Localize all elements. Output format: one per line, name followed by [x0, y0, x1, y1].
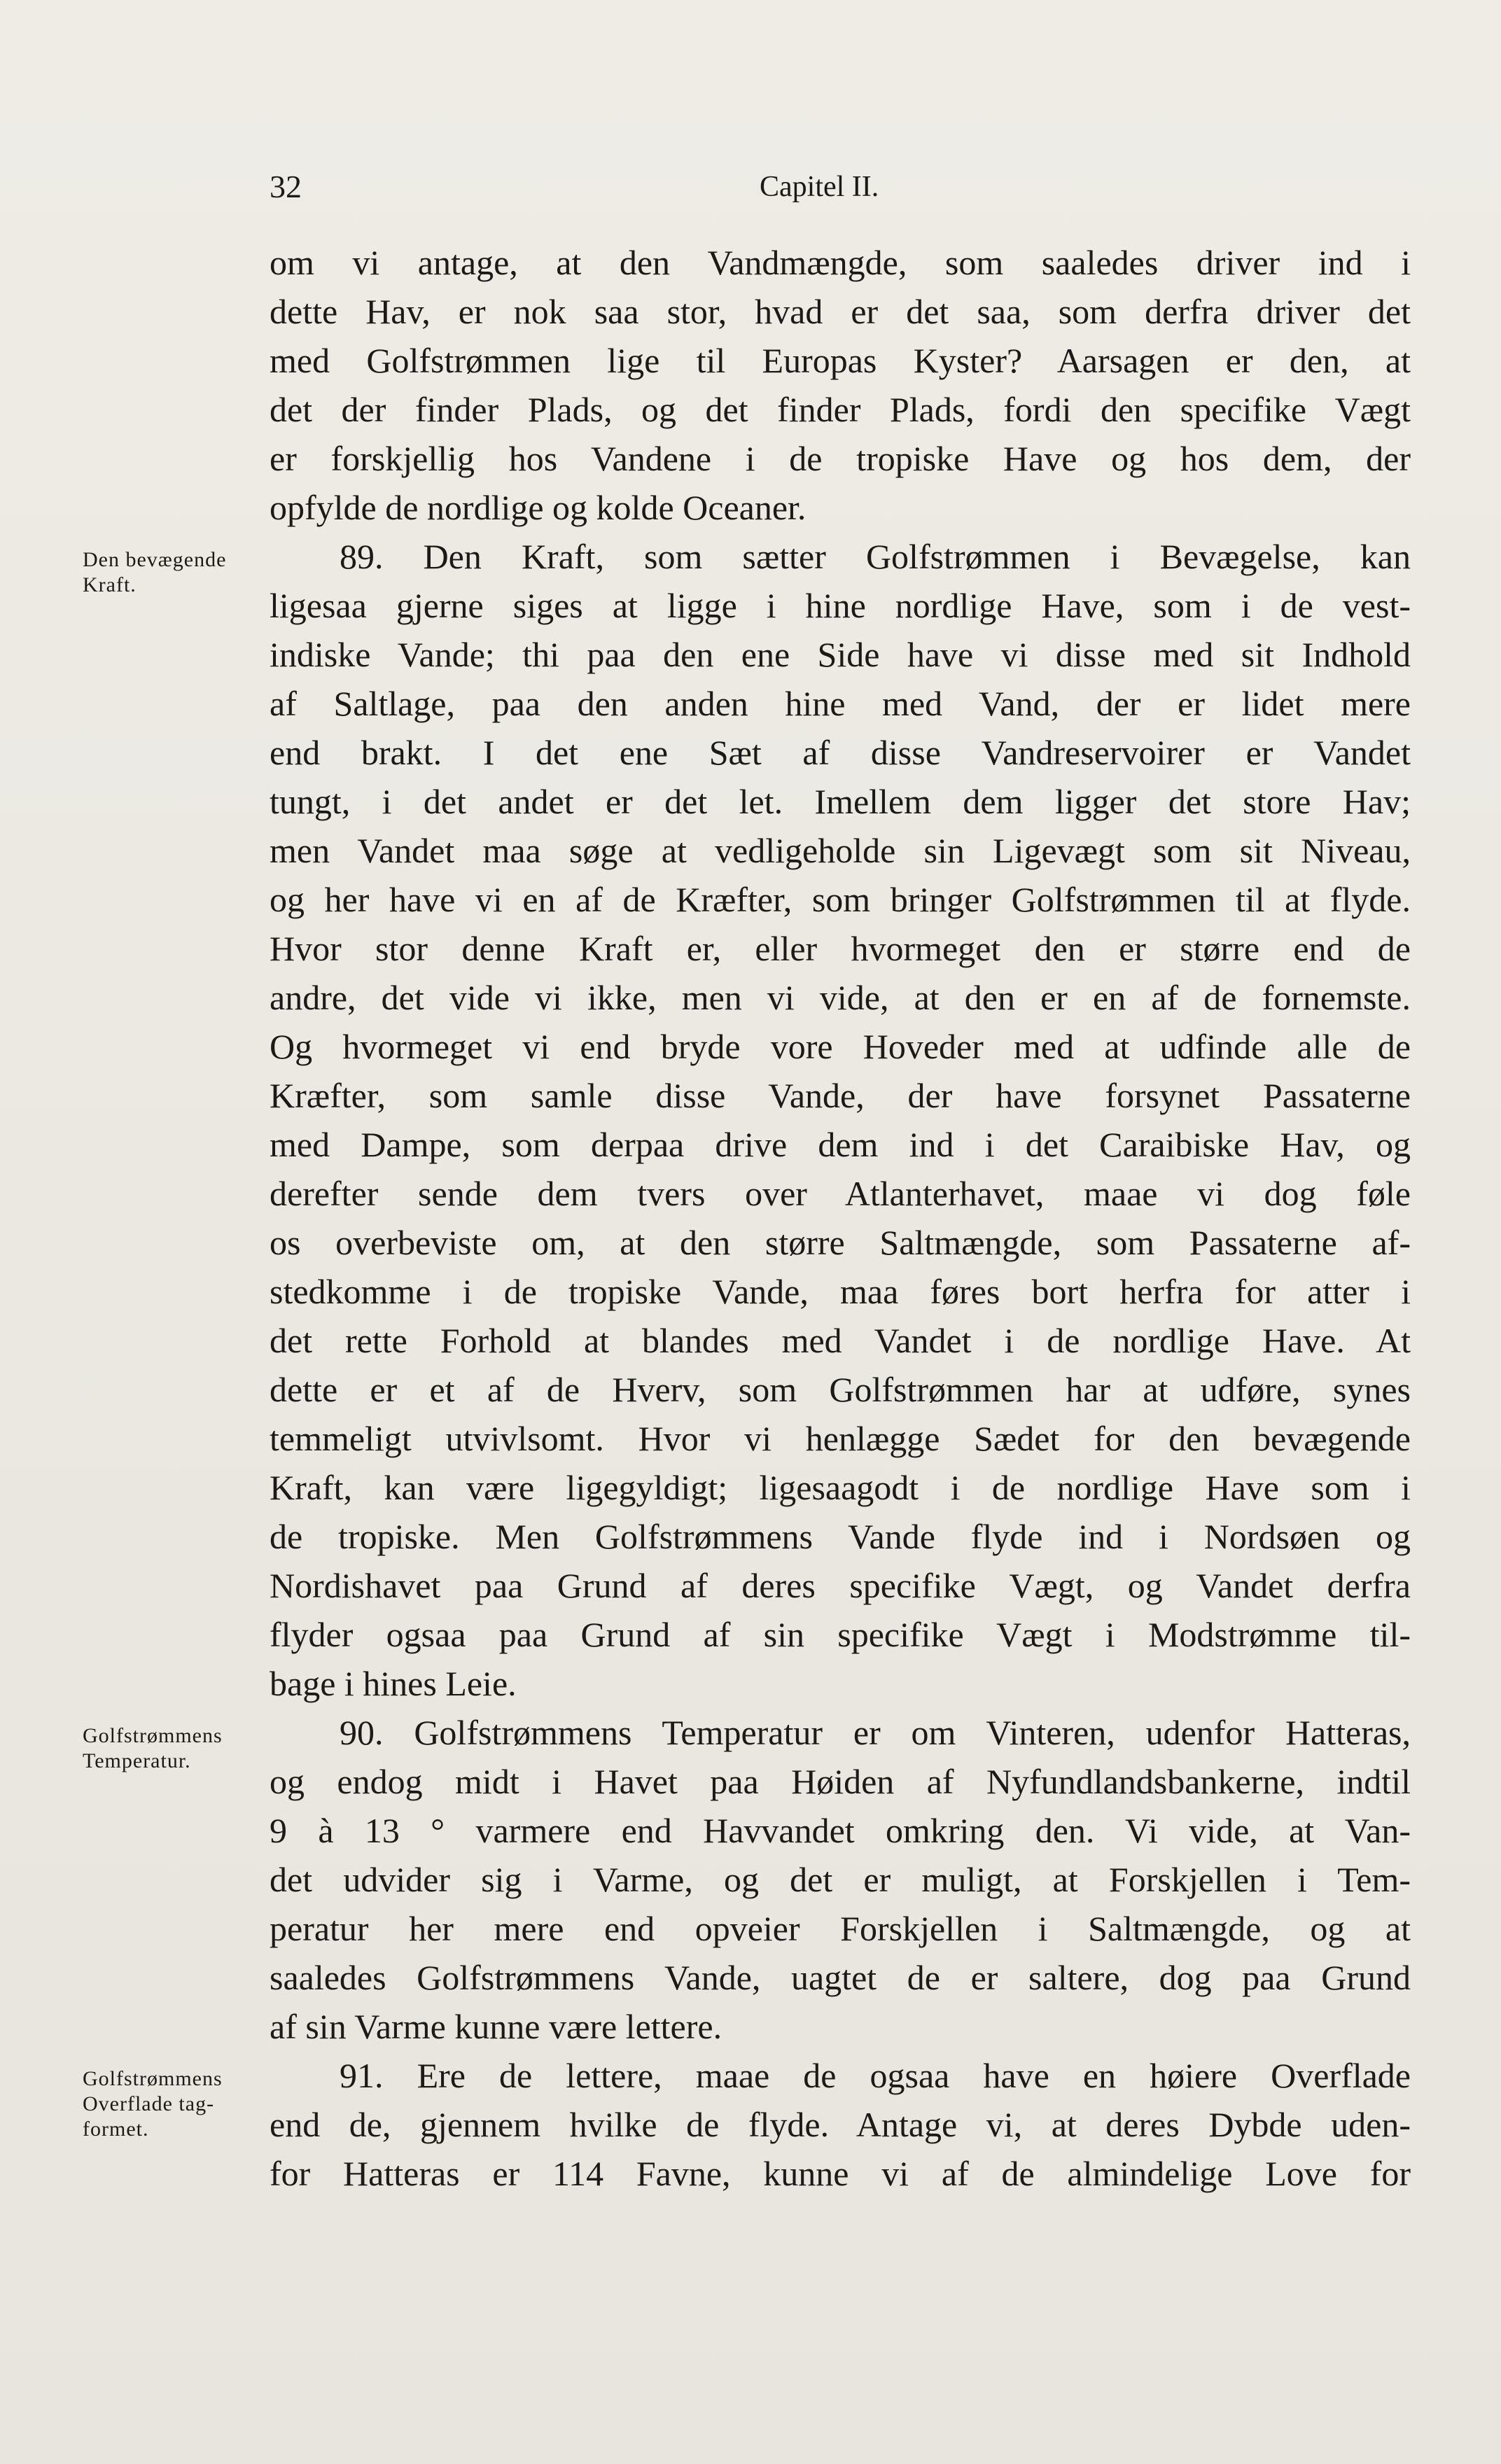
text-line: Kraft, kan være ligegyldigt; ligesaagodt i de nordlige Have som i: [270, 1468, 1411, 1507]
text-line: men Vandet maa søge at vedligeholde sin Ligevægt som sit Niveau,: [270, 831, 1411, 870]
text-line: andre, det vide vi ikke, men vi vide, at den er en af de fornemste.: [270, 978, 1411, 1017]
margin-note-line: Overflade tag-: [83, 2092, 215, 2115]
text-line: af sin Varme kunne være lettere.: [270, 2007, 722, 2046]
text-line: ligesaa gjerne siges at ligge i hine nordlige Have, som i de vest-: [270, 586, 1411, 625]
page-number: 32: [270, 169, 302, 204]
text-line: dette er et af de Hverv, som Golfstrømmen har at udføre, synes: [270, 1370, 1411, 1409]
text-line: det rette Forhold at blandes med Vandet i de nordlige Have. At: [270, 1321, 1411, 1360]
text-line: de tropiske. Men Golfstrømmens Vande flyde ind i Nordsøen og: [270, 1517, 1411, 1556]
text-line: dette Hav, er nok saa stor, hvad er det saa, som derfra driver det: [270, 292, 1411, 331]
text-line: tungt, i det andet er det let. Imellem dem ligger det store Hav;: [270, 782, 1411, 821]
text-line: indiske Vande; thi paa den ene Side have vi disse med sit Indhold: [270, 635, 1411, 674]
text-line: for Hatteras er 114 Favne, kunne vi af de almindelige Love for: [270, 2154, 1411, 2193]
text-line: og endog midt i Havet paa Høiden af Nyfundlandsbankerne, indtil: [270, 1762, 1411, 1801]
text-line: end brakt. I det ene Sæt af disse Vandreservoirer er Vandet: [270, 733, 1411, 772]
text-line: og her have vi en af de Kræfter, som bringer Golfstrømmen til at flyde.: [270, 880, 1411, 919]
text-line: af Saltlage, paa den anden hine med Vand, der er lidet mere: [270, 684, 1411, 723]
text-line: opfylde de nordlige og kolde Oceaner.: [270, 488, 807, 527]
text-line: bage i hines Leie.: [270, 1664, 517, 1703]
body-text: [270, 238, 1411, 2198]
text-line: peratur her mere end opveier Forskjellen i Saltmængde, og at: [270, 1909, 1411, 1948]
text-line: temmeligt utvivlsomt. Hvor vi henlægge Sædet for den bevægende: [270, 1419, 1411, 1458]
paragraph-90-start: 90. Golfstrømmens Temperatur er om Vinteren, udenfor Hatteras,: [340, 1713, 1411, 1752]
text-line: det der finder Plads, og det finder Plads, fordi den specifike Vægt: [270, 390, 1411, 429]
margin-note-line: Temperatur.: [83, 1749, 191, 1772]
text-line: end de, gjennem hvilke de flyde. Antage vi, at deres Dybde uden-: [270, 2105, 1411, 2144]
text-line: Hvor stor denne Kraft er, eller hvormeget den er større end de: [270, 929, 1411, 968]
text-line: os overbeviste om, at den større Saltmængde, som Passaterne af-: [270, 1223, 1411, 1262]
text-line: saaledes Golfstrømmens Vande, uagtet de er saltere, dog paa Grund: [270, 1958, 1411, 1997]
text-line: 9 à 13 ° varmere end Havvandet omkring den. Vi vide, at Van-: [270, 1811, 1411, 1850]
text-line: Kræfter, som samle disse Vande, der have forsynet Passaterne: [270, 1076, 1411, 1115]
text-line: det udvider sig i Varme, og det er muligt, at Forskjellen i Tem-: [270, 1860, 1411, 1899]
margin-note-temperatur: [83, 1723, 272, 1774]
margin-note-line: Den bevægende: [83, 548, 227, 571]
page-header: [270, 162, 1411, 211]
text-line: stedkomme i de tropiske Vande, maa føres bort herfra for atter i: [270, 1272, 1411, 1311]
margin-note-line: Kraft.: [83, 573, 137, 596]
text-line: om vi antage, at den Vandmængde, som saaledes driver ind i: [270, 243, 1411, 282]
text-line: flyder ogsaa paa Grund af sin specifike Vægt i Modstrømme til-: [270, 1615, 1411, 1654]
margin-note-line: Golfstrømmens: [83, 1724, 223, 1747]
text-line: med Golfstrømmen lige til Europas Kyster? Aarsagen er den, at: [270, 341, 1411, 380]
margin-note-overflade: [83, 2066, 272, 2142]
text-line: er forskjellig hos Vandene i de tropiske Have og hos dem, der: [270, 439, 1411, 478]
text-line: med Dampe, som derpaa drive dem ind i det Caraibiske Hav, og: [270, 1125, 1411, 1164]
margin-note-line: formet.: [83, 2118, 149, 2141]
running-head: Capitel II.: [760, 171, 879, 203]
margin-note-line: Golfstrømmens: [83, 2067, 223, 2090]
paragraph-89-start: 89. Den Kraft, som sætter Golfstrømmen i Bevægelse, kan: [340, 537, 1411, 576]
text-line: Nordishavet paa Grund af deres specifike Vægt, og Vandet derfra: [270, 1566, 1411, 1605]
text-line: derefter sende dem tvers over Atlanterhavet, maae vi dog føle: [270, 1174, 1411, 1213]
margin-note-bevaegende-kraft: [83, 547, 272, 598]
text-line: Og hvormeget vi end bryde vore Hoveder med at udfinde alle de: [270, 1027, 1411, 1066]
paragraph-91-start: 91. Ere de lettere, maae de ogsaa have en høiere Overflade: [340, 2056, 1411, 2095]
